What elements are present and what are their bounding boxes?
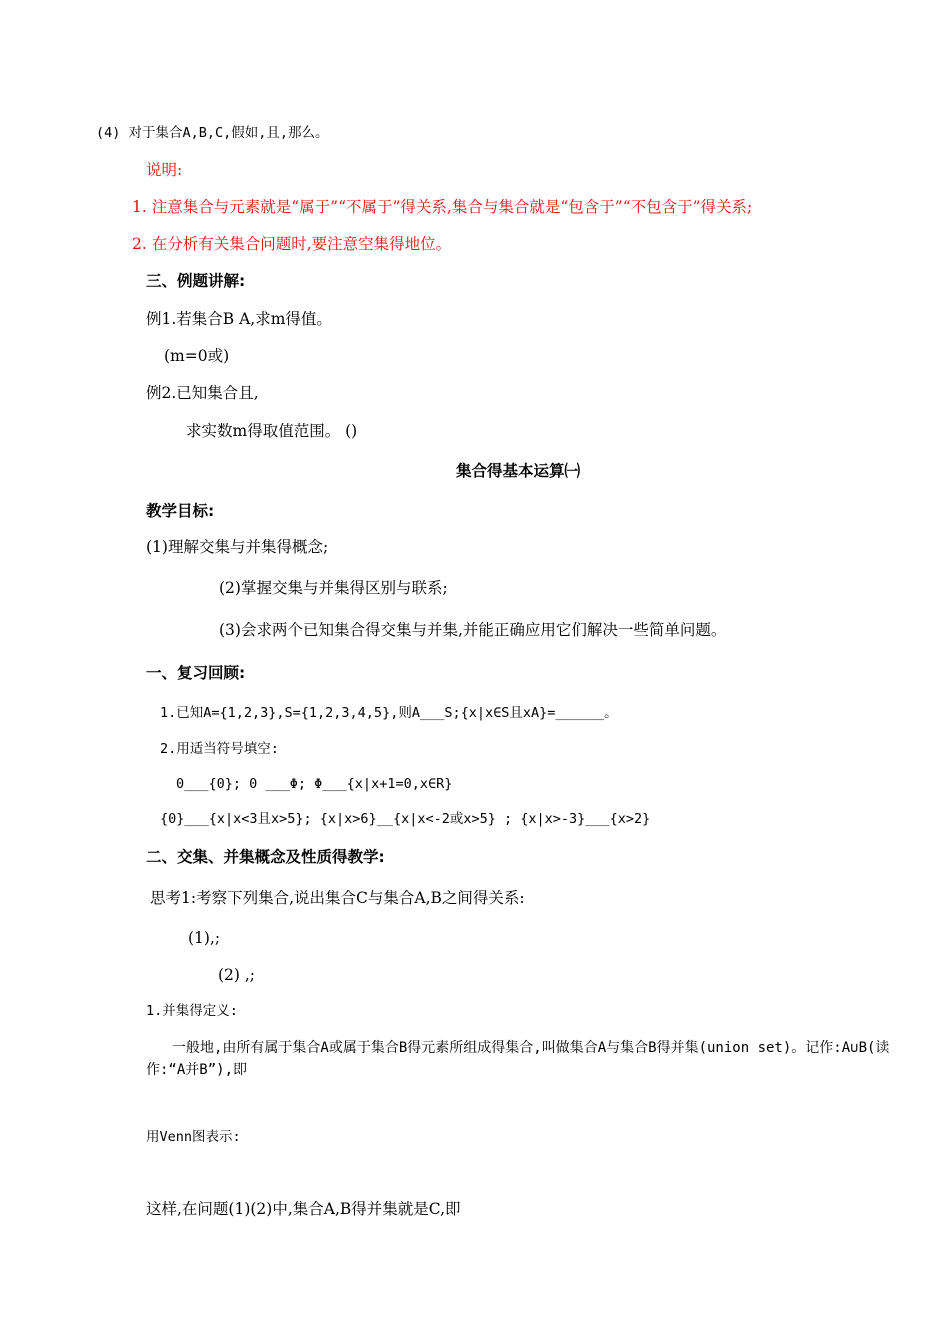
union-definition-heading: 1.并集得定义: bbox=[146, 1003, 238, 1019]
objective-2: (2)掌握交集与并集得区别与联系; bbox=[219, 579, 448, 597]
note-item-1: 1. 注意集合与元素就是“属于”“不属于”得关系,集合与集合就是“包含于”“不包含于”得关系; bbox=[132, 198, 753, 216]
example-1-answer: (m=0或) bbox=[164, 347, 230, 365]
objective-3: (3)会求两个已知集合得交集与并集,并能正确应用它们解决一些简单问题。 bbox=[219, 621, 727, 639]
example-2-question: 求实数m得取值范围。 () bbox=[186, 422, 358, 440]
think-1-case-1: (1),; bbox=[188, 929, 221, 947]
section-heading-concepts: 二、交集、并集概念及性质得教学: bbox=[146, 848, 385, 866]
think-1: 思考1:考察下列集合,说出集合C与集合A,B之间得关系: bbox=[150, 889, 525, 907]
objective-1: (1)理解交集与并集得概念; bbox=[146, 538, 329, 556]
review-blanks-row-1: 0___{0}; 0 ___Φ; Φ___{x|x+1=0,x∈R} bbox=[176, 776, 453, 792]
review-blanks-row-2: {0}___{x|x<3且x>5}; {x|x>6}__{x|x<-2或x>5} ; {x|x>-3}___{x>2} bbox=[160, 811, 651, 827]
section-heading-review: 一、复习回顾: bbox=[146, 664, 246, 682]
example-2: 例2.已知集合且, bbox=[146, 384, 259, 402]
note-item-2: 2. 在分析有关集合问题时,要注意空集得地位。 bbox=[132, 235, 452, 253]
objectives-heading: 教学目标: bbox=[146, 502, 215, 520]
item-4-line: (4) 对于集合A,B,C,假如,且,那么。 bbox=[96, 125, 329, 141]
union-conclusion: 这样,在问题(1)(2)中,集合A,B得并集就是C,即 bbox=[146, 1200, 461, 1218]
section-heading-examples: 三、例题讲解: bbox=[146, 272, 246, 290]
lesson-title: 集合得基本运算㈠ bbox=[455, 462, 580, 480]
review-item-1: 1.已知A={1,2,3},S={1,2,3,4,5},则A___S;{x|x∈S且xA}=______。 bbox=[160, 705, 618, 721]
think-1-case-2: (2) ,; bbox=[218, 966, 256, 984]
venn-diagram-caption: 用Venn图表示: bbox=[146, 1129, 241, 1145]
review-item-2: 2.用适当符号填空: bbox=[160, 741, 279, 757]
example-1: 例1.若集合B A,求m得值。 bbox=[146, 310, 332, 328]
note-heading: 说明: bbox=[146, 161, 183, 179]
union-definition-paragraph: 一般地,由所有属于集合A或属于集合B得元素所组成得集合,叫做集合A与集合B得并集(union set)。记作:A∪B(读作:“A并B”),即 bbox=[146, 1040, 890, 1078]
